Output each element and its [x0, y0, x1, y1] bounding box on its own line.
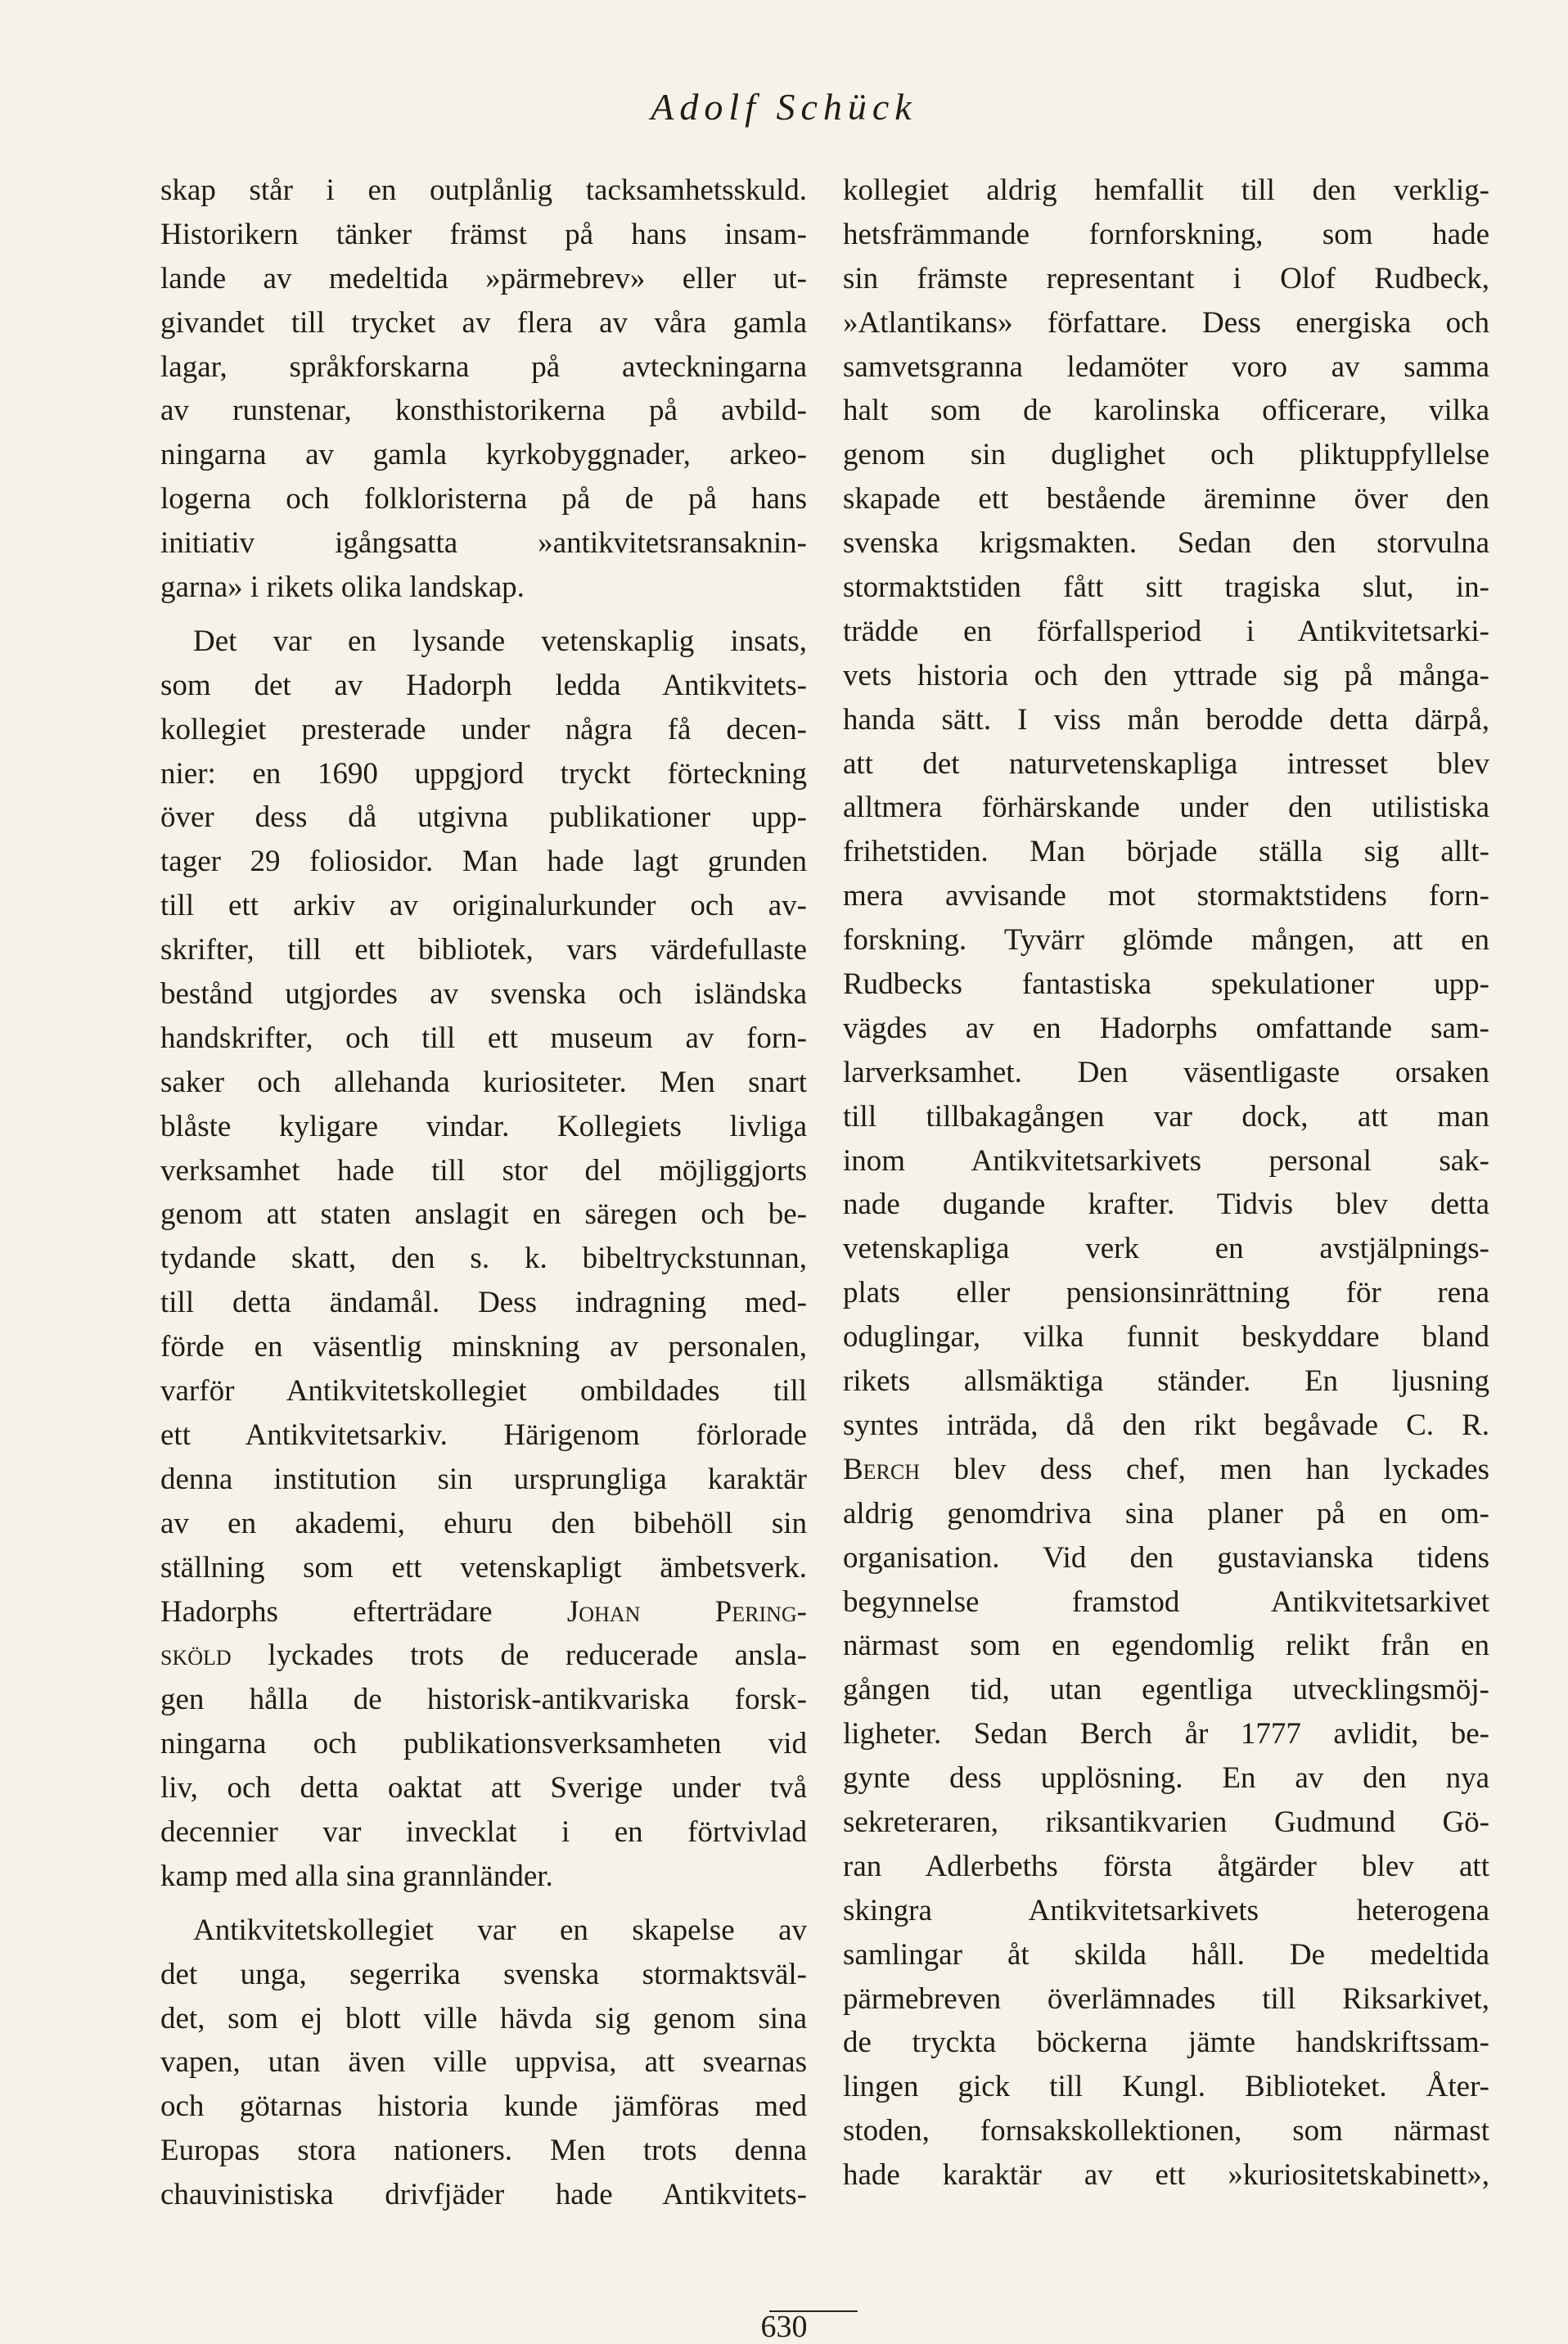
text-line: stormaktstiden fått sitt tragiska slut, in- [843, 570, 1489, 605]
text-line: ningarna och publikationsverksamheten vid [160, 1727, 807, 1761]
text-line: blåste kyligare vindar. Kollegiets livliga [160, 1109, 807, 1143]
text-line: lingen gick till Kungl. Biblioteket. Åter- [843, 2070, 1489, 2104]
text-line: ett Antikvitetsarkiv. Härigenom förlorade [160, 1418, 807, 1452]
small-caps-name: Johan Pering- [566, 1594, 808, 1629]
text-line: mera avvisande mot stormaktstidens forn- [843, 879, 1489, 913]
text-line: ran Adlerbeths första åtgärder blev att [843, 1849, 1489, 1883]
text-line: genom att staten anslagit en säregen och be- [160, 1197, 807, 1232]
text-line: till tillbakagången var dock, att man [843, 1099, 1489, 1134]
text-line: över dess då utgivna publikationer upp- [160, 800, 807, 835]
text-line: chauvinistiska drivfjäder hade Antikvitets- [160, 2178, 807, 2212]
text-line: forskning. Tyvärr glömde mången, att en [843, 923, 1489, 958]
text-line [843, 1448, 1489, 1492]
line-text: blev dess chef, men han lyckades [920, 1452, 1489, 1486]
text-line: till detta ändamål. Dess indragning med- [160, 1286, 807, 1320]
text-line: saker och allehanda kuriositeter. Men snart [160, 1065, 807, 1099]
text-line: syntes inträda, då den rikt begåvade C. R. [843, 1408, 1489, 1442]
text-line: tager 29 foliosidor. Man hade lagt grunden [160, 845, 807, 879]
text-line: begynnelse framstod Antikvitetsarkivet [843, 1584, 1489, 1619]
text-line: vägdes av en Hadorphs omfattande sam- [843, 1011, 1489, 1045]
text-line: närmast som en egendomlig relikt från en [843, 1629, 1489, 1663]
text-line: skap står i en outplånlig tacksamhetsskuld. [160, 174, 807, 207]
text-line: »Atlantikans» författare. Dess energiska och [843, 305, 1489, 340]
text-line: de tryckta böckerna jämte handskriftssam- [843, 2026, 1489, 2060]
text-line: larverksamhet. Den väsentligaste orsaken [843, 1055, 1489, 1089]
text-line: Historikern tänker främst på hans insam- [160, 217, 807, 251]
text-line: det unga, segerrika svenska stormaktsväl- [160, 1957, 807, 1991]
text-line: lagar, språkforskarna på avteckningarna [160, 349, 807, 384]
text-line: alltmera förhärskande under den utilistiska [843, 791, 1489, 825]
text-line: decennier var invecklat i en förtvivlad [160, 1814, 807, 1849]
text-line: initiativ igångsatta »antikvitetsransaknin- [160, 526, 807, 561]
text-line: givandet till trycket av flera av våra gamla [160, 305, 807, 340]
text-line: det, som ej blott ville hävda sig genom sina [160, 2001, 807, 2035]
text-line: plats eller pensionsinrättning för rena [843, 1276, 1489, 1310]
small-caps-name: sköld [160, 1639, 232, 1673]
text-line: samlingar åt skilda håll. De medeltida [843, 1937, 1489, 1972]
text-line: att det naturvetenskapliga intresset blev [843, 746, 1489, 781]
text-line: bestånd utgjordes av svenska och isländska [160, 977, 807, 1012]
text-line: rikets allsmäktiga ständer. En ljusning [843, 1364, 1489, 1399]
text-line: svenska krigsmakten. Sedan den storvulna [843, 526, 1489, 561]
text-line: inom Antikvitetsarkivets personal sak- [843, 1143, 1489, 1178]
text-line: oduglingar, vilka funnit beskyddare bland [843, 1320, 1489, 1355]
text-line: handa sätt. I viss mån berodde detta därpå, [843, 702, 1489, 737]
page-number: 630 [760, 2310, 808, 2344]
text-line: kollegiet aldrig hemfallit till den verklig- [843, 174, 1489, 207]
text-line: av en akademi, ehuru den bibehöll sin [160, 1506, 807, 1540]
text-line: skingra Antikvitetsarkivets heterogena [843, 1893, 1489, 1927]
line-text: lyckades trots de reducerade ansla- [231, 1639, 807, 1673]
text-line: förde en väsentlig minskning av personalen, [160, 1330, 807, 1364]
text-line [160, 1634, 807, 1678]
small-caps-name: Berch [843, 1452, 921, 1486]
text-line: genom sin duglighet och pliktuppfyllelse [843, 438, 1489, 472]
line-text: Hadorphs efterträdare [160, 1594, 493, 1629]
text-line: hetsfrämmande fornforskning, som hade [843, 217, 1489, 251]
text-line: och götarnas historia kunde jämföras med [160, 2089, 807, 2124]
text-line: som det av Hadorph ledda Antikvitets- [160, 668, 807, 702]
text-line: kollegiet presterade under några få decen- [160, 712, 807, 746]
text-line [160, 1590, 807, 1634]
text-line: handskrifter, och till ett museum av forn- [160, 1021, 807, 1055]
text-line: ligheter. Sedan Berch år 1777 avlidit, be- [843, 1717, 1489, 1751]
text-line: trädde en förfallsperiod i Antikvitetsarki- [843, 614, 1489, 648]
text-line: garna» i rikets olika landskap. [160, 570, 525, 605]
text-line: aldrig genomdriva sina planer på en om- [843, 1496, 1489, 1530]
text-line: logerna och folkloristerna på de på hans [160, 482, 807, 516]
text-line: stoden, fornsakskollektionen, som närmast [843, 2114, 1489, 2148]
text-line: Rudbecks fantastiska spekulationer upp- [843, 967, 1489, 1002]
text-line: denna institution sin ursprungliga karaktär [160, 1462, 807, 1496]
text-line: sekreteraren, riksantikvarien Gudmund Gö- [843, 1805, 1489, 1839]
text-line: Antikvitetskollegiet var en skapelse av [193, 1913, 807, 1947]
left-column [160, 169, 807, 2217]
text-line: ställning som ett vetenskapligt ämbetsverk. [160, 1550, 807, 1584]
text-line: liv, och detta oaktat att Sverige under två [160, 1771, 807, 1805]
text-line: organisation. Vid den gustavianska tidens [843, 1540, 1489, 1575]
text-line: lande av medeltida »pärmebrev» eller ut- [160, 261, 807, 295]
text-line: hade karaktär av ett »kuriositetskabinett», [843, 2158, 1489, 2193]
text-line: pärmebreven överlämnades till Riksarkivet, [843, 1981, 1489, 2016]
text-line: ningarna av gamla kyrkobyggnader, arkeo- [160, 438, 807, 472]
text-line: Det var en lysande vetenskaplig insats, [193, 624, 807, 658]
text-line: nier: en 1690 uppgjord tryckt förteckning [160, 756, 807, 791]
text-line: nade dugande krafter. Tidvis blev detta [843, 1188, 1489, 1222]
text-line: till ett arkiv av originalurkunder och av- [160, 889, 807, 923]
text-line: skrifter, till ett bibliotek, vars värdefullaste [160, 933, 807, 967]
text-line: vets historia och den yttrade sig på många- [843, 658, 1489, 692]
text-line: kamp med alla sina grannländer. [160, 1859, 553, 1893]
text-line: gången tid, utan egentliga utvecklingsmöj- [843, 1673, 1489, 1707]
text-line: halt som de karolinska officerare, vilka [843, 394, 1489, 428]
text-line: gen hålla de historisk-antikvariska forsk- [160, 1683, 807, 1717]
text-line: vetenskapliga verk en avstjälpnings- [843, 1232, 1489, 1266]
text-line: tydande skatt, den s. k. bibeltryckstunnan, [160, 1242, 807, 1276]
text-line: samvetsgranna ledamöter voro av samma [843, 349, 1489, 384]
running-head: Adolf Schück [651, 86, 917, 128]
text-line: skapade ett bestående äreminne över den [843, 482, 1489, 516]
text-line: vapen, utan även ville uppvisa, att svearnas [160, 2045, 807, 2080]
text-line: frihetstiden. Man började ställa sig allt- [843, 835, 1489, 869]
text-line: varför Antikvitetskollegiet ombildades till [160, 1374, 807, 1409]
right-column [843, 169, 1489, 2198]
text-line: Europas stora nationers. Men trots denna [160, 2134, 807, 2168]
text-line: verksamhet hade till stor del möjliggjorts [160, 1153, 807, 1188]
text-line: sin främste representant i Olof Rudbeck, [843, 261, 1489, 295]
text-line: gynte dess upplösning. En av den nya [843, 1761, 1489, 1796]
text-line: av runstenar, konsthistorikerna på avbild- [160, 394, 807, 428]
